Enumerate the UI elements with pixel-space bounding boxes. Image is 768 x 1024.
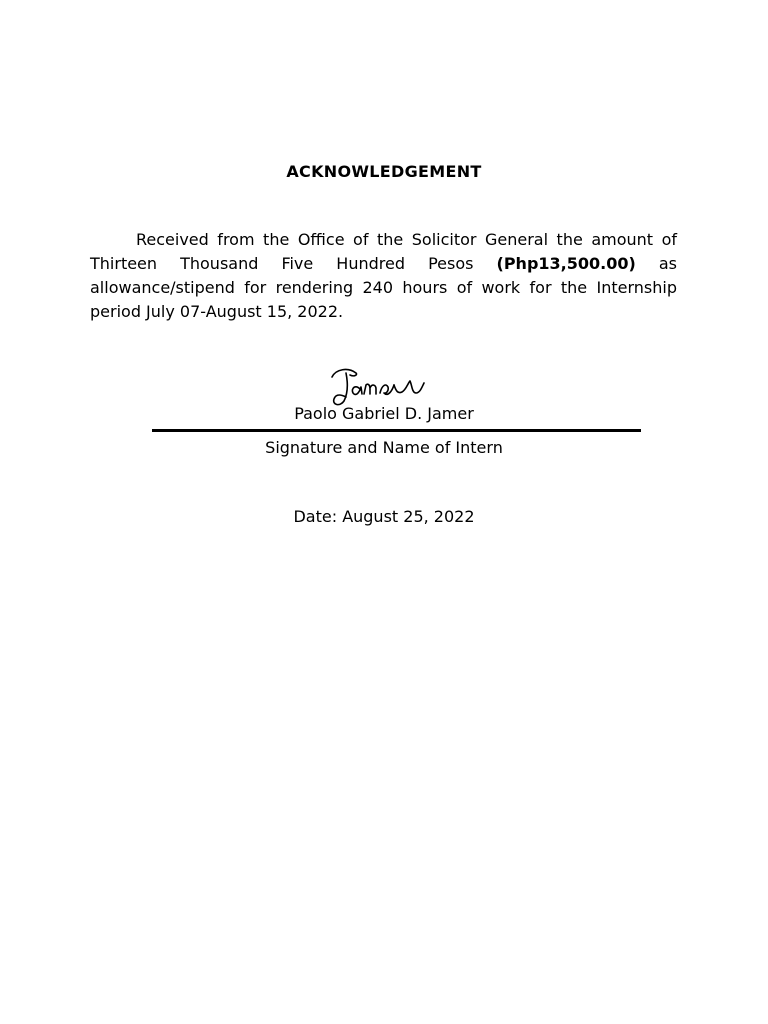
signature-line <box>152 429 641 432</box>
paragraph-text-end: as allowance/stipend for rendering 240 hours of work for the Internship period July 07-August 15, 2022. <box>90 254 677 321</box>
intern-name: Paolo Gabriel D. Jamer <box>294 404 474 423</box>
document-title: ACKNOWLEDGEMENT <box>286 162 482 181</box>
paragraph-text-start: Received from the Office of the Solicitor General the amount of Thirteen Thousand Five Hundred Pesos <box>90 230 677 273</box>
amount-text: (Php13,500.00) <box>496 254 636 273</box>
date-line: Date: August 25, 2022 <box>293 507 475 526</box>
acknowledgement-paragraph <box>90 228 677 324</box>
signature-caption: Signature and Name of Intern <box>265 438 503 457</box>
handwritten-signature <box>326 363 428 409</box>
